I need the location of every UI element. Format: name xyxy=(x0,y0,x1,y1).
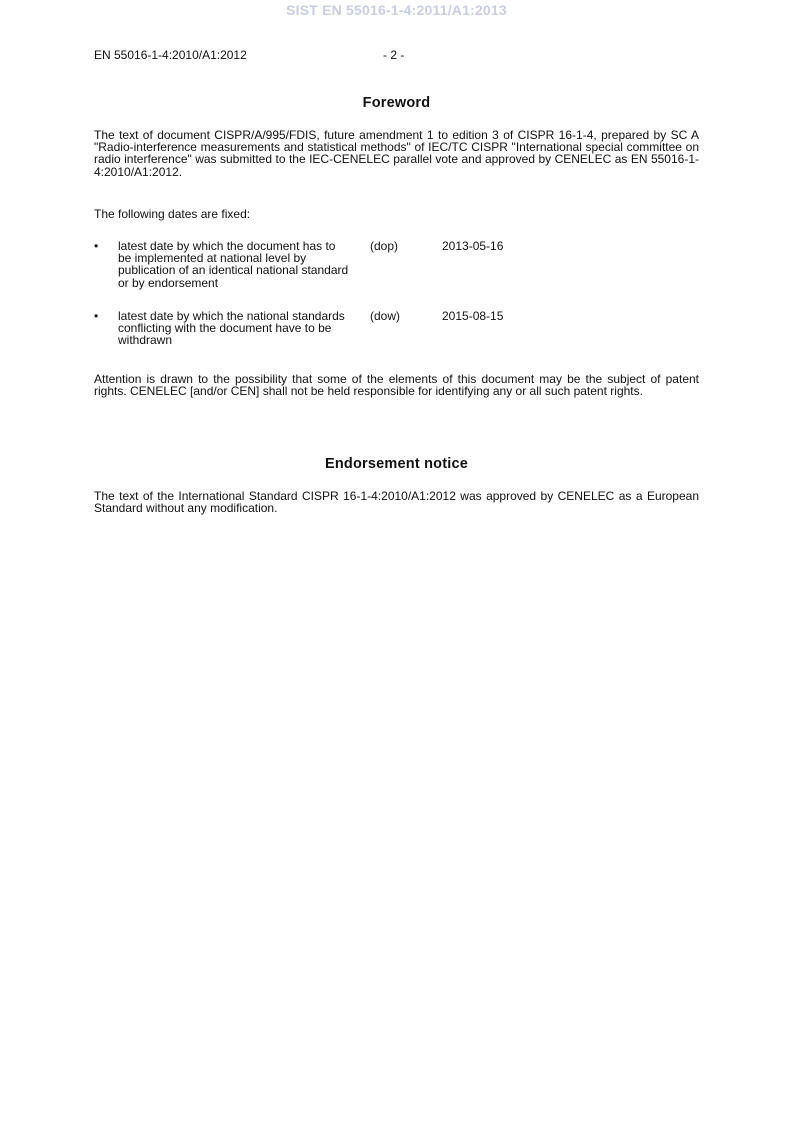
header-doc-ref: EN 55016-1-4:2010/A1:2012 xyxy=(94,48,247,62)
header-page-number: - 2 - xyxy=(383,48,405,62)
endorsement-text: The text of the International Standard CISPR 16-1-4:2010/A1:2012 was approved by CENELEC as a European Standard without any modification. xyxy=(94,489,699,516)
bullet-icon: • xyxy=(94,239,99,253)
date-value: 2013-05-16 xyxy=(442,239,504,253)
list-item xyxy=(94,310,699,350)
patent-notice: Attention is drawn to the possibility that some of the elements of this document may be the subject of patent rights. CENELEC [and/or CEN] shall not be held responsible for identifying any or all such patent rights. xyxy=(94,372,699,399)
list-item xyxy=(94,240,699,302)
foreword-intro: The text of document CISPR/A/995/FDIS, future amendment 1 to edition 3 of CISPR 16-1-4, prepared by SC A "Radio-interference measurements and statistical methods" of IEC/TC CISPR "International special committee on radio interference" was submitted to the IEC-CENELEC parallel vote and approved by CENELEC as EN 55016-1-4:2010/A1:2012. xyxy=(94,128,699,179)
date-code: (dop) xyxy=(370,239,399,253)
watermark: SIST EN 55016-1-4:2011/A1:2013 xyxy=(286,2,507,18)
date-code: (dow) xyxy=(370,309,401,323)
date-description: latest date by which the national standards conflicting with the document have to be withdrawn xyxy=(118,309,345,348)
dates-intro: The following dates are fixed: xyxy=(94,207,251,221)
date-description: latest date by which the document has to be implemented at national level by publication of an identical national standard or by endorsement xyxy=(118,239,349,290)
endorsement-title: Endorsement notice xyxy=(325,456,468,472)
foreword-title: Foreword xyxy=(362,95,431,111)
bullet-icon: • xyxy=(94,309,99,323)
date-value: 2015-08-15 xyxy=(442,309,504,323)
